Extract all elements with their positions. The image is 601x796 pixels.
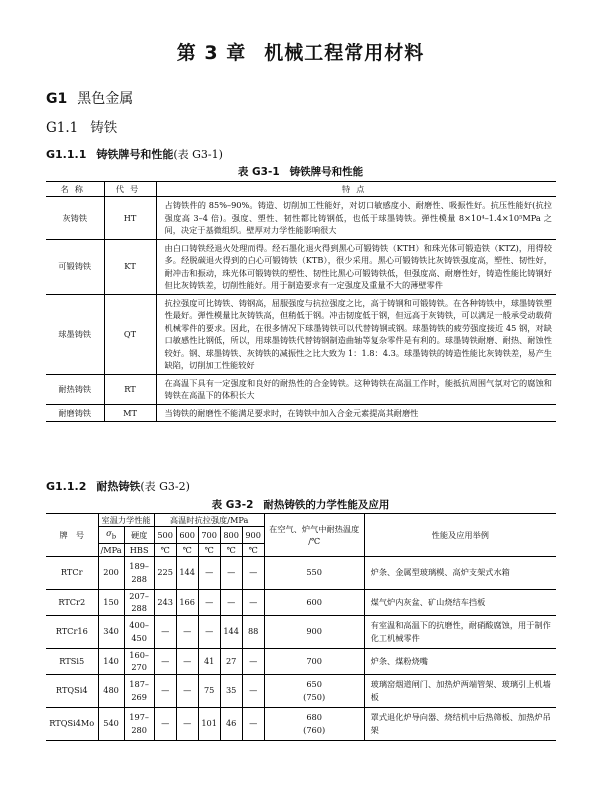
strength-700: 75 [198, 674, 220, 707]
header-sigma [98, 527, 124, 544]
hardness: 207–288 [124, 589, 154, 615]
heat-resistant-iron-table [46, 513, 556, 741]
strength-700: — [198, 615, 220, 648]
header-sigma-unit: /MPa [98, 543, 124, 556]
strength-800: 27 [220, 648, 242, 674]
table-caption [0, 497, 601, 512]
header-hardness-unit: HBS [124, 543, 154, 556]
iron-code: RT [104, 374, 156, 404]
strength-700: — [198, 589, 220, 615]
max-temp-value: 650 [306, 679, 322, 690]
grade: RTCr2 [46, 589, 98, 615]
iron-code: MT [104, 404, 156, 422]
strength-700: 101 [198, 707, 220, 740]
table-row [46, 674, 556, 707]
header-temp-700: 700 [198, 527, 220, 544]
header-temp-unit: ℃ [242, 543, 264, 556]
max-temp-value: 550 [306, 567, 322, 578]
max-temp [264, 707, 364, 740]
application: 玻璃窑烟道闸门、加热炉两端管架、玻璃引上机墙板 [364, 674, 556, 707]
iron-name: 耐磨铸铁 [46, 404, 104, 422]
header-temp-unit: ℃ [198, 543, 220, 556]
strength-800: — [220, 556, 242, 589]
iron-code: HT [104, 197, 156, 240]
max-temp [264, 556, 364, 589]
section-number: G1.1.2 [46, 480, 87, 493]
iron-name: 可锻铸铁 [46, 239, 104, 294]
strength-500: — [154, 674, 176, 707]
strength-600: — [176, 615, 198, 648]
header-application: 性能及应用举例 [364, 514, 556, 557]
max-temp [264, 589, 364, 615]
header-temp-unit: ℃ [220, 543, 242, 556]
max-temp-value: 600 [306, 596, 322, 607]
strength-600: — [176, 707, 198, 740]
table-row [46, 404, 556, 422]
header-max-temp [264, 514, 364, 557]
iron-features: 当铸铁的耐磨性不能满足要求时，在铸铁中加入合金元素提高其耐磨性 [156, 404, 556, 422]
header-grade: 牌 号 [46, 514, 98, 557]
section-title: 铸铁 [90, 120, 118, 136]
header-temp-900: 900 [242, 527, 264, 544]
chapter-number: 第 3 章 [176, 42, 247, 64]
strength-800: 144 [220, 615, 242, 648]
sigma-b: 150 [98, 589, 124, 615]
strength-800: — [220, 589, 242, 615]
hardness: 189–288 [124, 556, 154, 589]
strength-600: — [176, 648, 198, 674]
max-temp [264, 674, 364, 707]
sigma-b: 540 [98, 707, 124, 740]
application: 炉条、煤粉烧嘴 [364, 648, 556, 674]
strength-500: — [154, 615, 176, 648]
chapter-title [0, 38, 601, 65]
application: 煤气炉内灰盆、矿山烧结车挡板 [364, 589, 556, 615]
header-hardness: 硬度 [124, 527, 154, 544]
header-room-temp: 室温力学性能 [98, 514, 154, 527]
section-heading-g1-1-2 [46, 478, 190, 494]
section-title: 耐热铸铁 [96, 480, 141, 493]
section-number: G1 [46, 91, 68, 107]
section-number: G1.1 [46, 120, 79, 136]
strength-900: — [242, 707, 264, 740]
strength-900: 88 [242, 615, 264, 648]
strength-600: 144 [176, 556, 198, 589]
table-reference: (表 G3-2) [140, 480, 190, 493]
table-reference: (表 G3-1) [173, 148, 223, 161]
header-code: 代号 [104, 182, 156, 197]
header-high-temp: 高温时抗拉强度/MPa [154, 514, 264, 527]
section-number: G1.1.1 [46, 148, 87, 161]
table-row [46, 239, 556, 294]
max-temp-value: 700 [306, 655, 322, 666]
application: 罩式退化炉导向器、烧结机中后热筛板、加热炉吊架 [364, 707, 556, 740]
sigma-subscript: b [111, 532, 117, 541]
header-temp-800: 800 [220, 527, 242, 544]
iron-code: QT [104, 294, 156, 374]
strength-900: — [242, 648, 264, 674]
grade: RTCr16 [46, 615, 98, 648]
header-name: 名称 [46, 182, 104, 197]
table-row [46, 589, 556, 615]
table-row [46, 294, 556, 374]
table-number: 表 G3-2 [211, 499, 254, 511]
strength-500: — [154, 707, 176, 740]
table-row [46, 374, 556, 404]
section-heading-g1-1-1 [46, 146, 223, 162]
sigma-b: 140 [98, 648, 124, 674]
iron-code: KT [104, 239, 156, 294]
sigma-b: 340 [98, 615, 124, 648]
iron-features: 抗拉强度可比铸铁、铸钢高，屈服强度与抗拉强度之比，高于铸钢和可锻铸铁。在各种铸铁中，球墨铸铁塑性最好。弹性模量比灰铸铁高，但稍低于钢。冲击韧度低于钢，但远高于灰铸铁，可以满足一般承受动载荷机械零件的要求。因此，在很多情况下球墨铸铁可以代替铸钢或钢。球墨铸铁的疲劳强度接近 45 钢，对缺口敏感性比钢低，所以，用球墨铸铁代替铸钢制造曲轴等复杂零件是有利的。球墨铸铁耐磨、耐热、耐蚀性较好。钢、球墨铸铁、灰铸铁的减振性之比大致为 1：1.8：4.3。球墨铸铁的铸造性能比灰铸铁差，易产生缺陷，切削加工性能较好 [156, 294, 556, 374]
iron-features: 由白口铸铁经退火处理而得。经石墨化退火得到黑心可锻铸铁（KTH）和珠光体可锻造铁（KTZ)，用得较多。经脱碳退火得到的白心可锻铸铁（KTB），很少采用。黑心可锻铸铁比灰铸铁强度高，塑性、韧性好，耐冲击和振动，珠光体可锻铸铁的塑性、韧性比黑心可锻铸铁低，但强度高、耐磨性好，铸造性能比铸钢好但比灰铸铁差，切削性能好。用于制造要求有一定强度及重量不大的薄壁零件 [156, 239, 556, 294]
sigma-symbol: σ [106, 528, 112, 538]
strength-800: 35 [220, 674, 242, 707]
iron-features: 占铸铁件的 85%–90%。铸造、切削加工性能好，对切口敏感度小、耐磨性、吸振性好。抗压性能好(抗拉强度高 3–4 倍)。强度、塑性、韧性都比铸钢低，也低于球墨铸铁。弹性模量 8×10⁴–1.4×10⁵MPa 之间，决定于基微组织。壁厚对力学性能影响很大 [156, 197, 556, 240]
chapter-name: 机械工程常用材料 [264, 42, 425, 64]
strength-600: 166 [176, 589, 198, 615]
application: 有室温和高温下的抗磨性，耐硝酸腐蚀，用于制作化工机械零件 [364, 615, 556, 648]
max-temp-alt: (750) [303, 691, 326, 702]
table-title: 铸铁牌号和性能 [289, 166, 364, 178]
section-title: 黑色金属 [77, 91, 134, 107]
strength-900: — [242, 674, 264, 707]
iron-name: 球墨铸铁 [46, 294, 104, 374]
cast-iron-table [46, 181, 556, 422]
section-title: 铸铁牌号和性能 [96, 148, 174, 161]
header-temp-unit: ℃ [176, 543, 198, 556]
strength-900: — [242, 589, 264, 615]
header-temp-unit: ℃ [154, 543, 176, 556]
strength-700: — [198, 556, 220, 589]
hardness: 160–270 [124, 648, 154, 674]
max-temp-value: 900 [306, 626, 322, 637]
max-temp-value: 680 [306, 712, 322, 723]
table-header-row [46, 182, 556, 197]
grade: RTQSi4Mo [46, 707, 98, 740]
table-row [46, 648, 556, 674]
grade: RTSi5 [46, 648, 98, 674]
table-row [46, 615, 556, 648]
max-temp-line1: 在空气、炉气中耐热温度 [269, 523, 360, 534]
table-header-row [46, 514, 556, 527]
table-number: 表 G3-1 [237, 166, 280, 178]
strength-500: — [154, 648, 176, 674]
iron-name: 耐热铸铁 [46, 374, 104, 404]
sigma-b: 200 [98, 556, 124, 589]
header-temp-600: 600 [176, 527, 198, 544]
strength-600: — [176, 674, 198, 707]
table-row [46, 197, 556, 240]
iron-name: 灰铸铁 [46, 197, 104, 240]
grade: RTCr [46, 556, 98, 589]
header-temp-500: 500 [154, 527, 176, 544]
strength-500: 243 [154, 589, 176, 615]
application: 炉条、金属型玻璃模、高炉支架式水箱 [364, 556, 556, 589]
strength-500: 225 [154, 556, 176, 589]
section-heading-g1 [46, 88, 133, 108]
table-caption [0, 164, 601, 179]
hardness: 187–269 [124, 674, 154, 707]
strength-900: — [242, 556, 264, 589]
hardness: 197–280 [124, 707, 154, 740]
strength-700: 41 [198, 648, 220, 674]
max-temp-alt: (760) [303, 724, 326, 735]
max-temp-line2: /℃ [308, 535, 321, 546]
section-heading-g1-1 [46, 116, 117, 136]
hardness: 400–450 [124, 615, 154, 648]
table-title: 耐热铸铁的力学性能及应用 [263, 499, 390, 511]
table-row [46, 707, 556, 740]
strength-800: 46 [220, 707, 242, 740]
sigma-b: 480 [98, 674, 124, 707]
grade: RTQSi4 [46, 674, 98, 707]
max-temp [264, 648, 364, 674]
iron-features: 在高温下具有一定强度和良好的耐热性的合金铸铁。这种铸铁在高温工作时，能抵抗周围气氛对它的腐蚀和铸铁在高温下的体积长大 [156, 374, 556, 404]
table-row [46, 556, 556, 589]
max-temp [264, 615, 364, 648]
header-features: 特点 [156, 182, 556, 197]
